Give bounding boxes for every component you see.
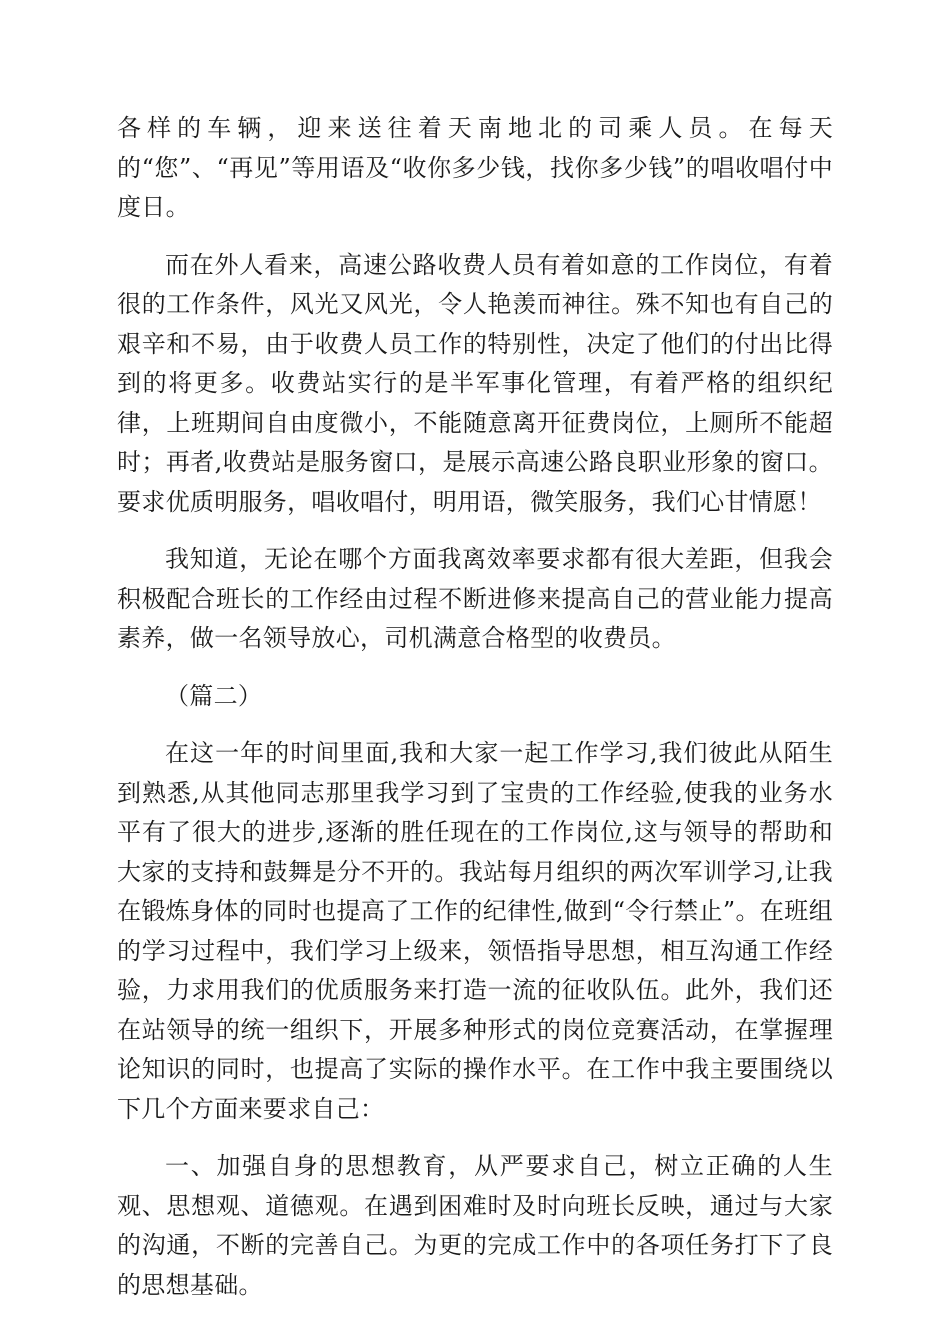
- document-body: [117, 109, 833, 1323]
- paragraph-point-one: 一、加强自身的思想教育，从严要求自己，树立正确的人生观、思想观、道德观。在遇到困难时及时向班长反映，通过与大家的沟通，不断的完善自己。为更的完成工作中的各项任务打下了良的思想基础。: [117, 1152, 833, 1299]
- paragraph-year-review: 在这一年的时间里面,我和大家一起工作学习,我们彼此从陌生到熟悉,从其他同志那里我学习到了宝贵的工作经验,使我的业务水平有了很大的进步,逐渐的胜任现在的工作岗位,这与领导的帮助和大家的支持和鼓舞是分不开的。我站每月组织的两次军训学习,让我在锻炼身体的同时也提高了工作的纪律性,做到“令行禁止”。在班组的学习过程中，我们学习上级来，领悟指导思想，相互沟通工作经验，力求用我们的优质服务来打造一流的征收队伍。此外，我们还在站领导的统一组织下，开展多种形式的岗位竞赛活动，在掌握理论知识的同时，也提高了实际的操作水平。在工作中我主要围绕以下几个方面来要求自己：: [117, 739, 833, 1123]
- paragraph-commitment: 我知道，无论在哪个方面我离效率要求都有很大差距，但我会积极配合班长的工作经由过程不断进修来提高自己的营业能力提高素养，做一名领导放心，司机满意合格型的收费员。: [117, 545, 833, 652]
- paragraph-toll-staff-perception: 而在外人看来，高速公路收费人员有着如意的工作岗位，有着很的工作条件，风光又风光，令人艳羡而神往。殊不知也有自己的艰辛和不易，由于收费人员工作的特别性，决定了他们的付出比得到的将更多。收费站实行的是半军事化管理，有着严格的组织纪律，上班期间自由度微小，不能随意离开征费岗位，上厕所不能超时；再者,收费站是服务窗口，是展示高速公路良职业形象的窗口。要求优质明服务，唱收唱付，明用语，微笑服务，我们心甘情愿！: [117, 250, 833, 516]
- section-heading: （篇二）: [165, 681, 263, 710]
- paragraph-continued: 各样的车辆，迎来送往着天南地北的司乘人员。在每天的“您”、“再见”等用语及“收你多少钱，找你多少钱”的唱收唱付中度日。: [117, 114, 833, 221]
